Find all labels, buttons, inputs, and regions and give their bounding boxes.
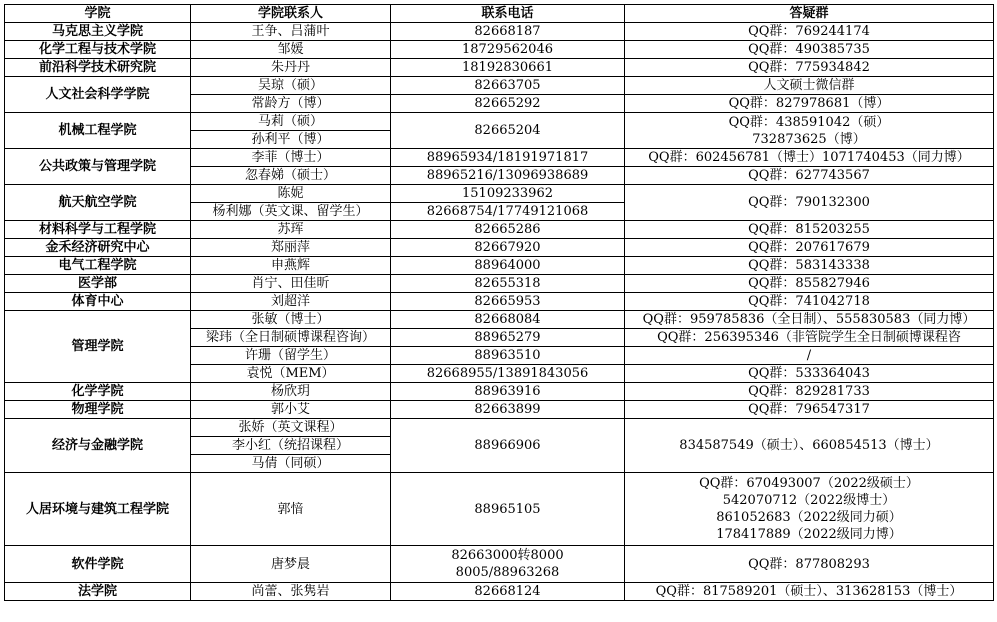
contact-cell: 尚蕾、张隽岩 [191, 583, 391, 601]
header-contact: 学院联系人 [191, 5, 391, 23]
table-row [5, 239, 994, 257]
table-row [5, 293, 994, 311]
college-cell: 物理学院 [5, 401, 191, 419]
group-line: 178417889（2022级同力博） [716, 527, 902, 542]
header-row [5, 5, 994, 23]
phone-cell: 82665953 [391, 293, 625, 311]
contact-cell: 申燕辉 [191, 257, 391, 275]
college-cell: 材料科学与工程学院 [5, 221, 191, 239]
group-cell: 834587549（硕士）、660854513（博士） [625, 419, 994, 473]
group-cell: QQ群：790132300 [625, 185, 994, 221]
group-cell: QQ群：256395346（非管院学生全日制硕博课程咨 [625, 329, 994, 347]
contact-cell: 唐梦晨 [191, 546, 391, 583]
phone-cell: 82665292 [391, 95, 625, 113]
table-row [5, 419, 994, 437]
college-cell: 公共政策与管理学院 [5, 149, 191, 185]
group-cell: QQ群：769244174 [625, 23, 994, 41]
table-row [5, 275, 994, 293]
phone-cell: 82668754/17749121068 [391, 203, 625, 221]
contact-cell: 郭愔 [191, 473, 391, 546]
group-line: QQ群：670493007（2022级硕士） [699, 476, 919, 491]
table-row [5, 257, 994, 275]
contact-cell: 郭小艾 [191, 401, 391, 419]
college-cell: 前沿科学技术研究院 [5, 59, 191, 77]
phone-cell: 82655318 [391, 275, 625, 293]
phone-cell: 18729562046 [391, 41, 625, 59]
contact-cell: 苏珲 [191, 221, 391, 239]
table-row [5, 23, 994, 41]
phone-cell [391, 546, 625, 583]
phone-cell: 82668955/13891843056 [391, 365, 625, 383]
group-cell: QQ群：627743567 [625, 167, 994, 185]
phone-cell: 82665204 [391, 113, 625, 149]
table-row [5, 59, 994, 77]
phone-cell: 82668187 [391, 23, 625, 41]
group-cell: / [625, 347, 994, 365]
group-cell: QQ群：533364043 [625, 365, 994, 383]
table-row [5, 77, 994, 95]
group-cell: QQ群：796547317 [625, 401, 994, 419]
table-row [5, 473, 994, 546]
table-row [5, 185, 994, 203]
phone-cell: 82668084 [391, 311, 625, 329]
contact-cell: 许珊（留学生） [191, 347, 391, 365]
group-cell: 人文硕士微信群 [625, 77, 994, 95]
phone-cell: 88964000 [391, 257, 625, 275]
contact-cell: 袁悦（MEM） [191, 365, 391, 383]
group-cell: QQ群：855827946 [625, 275, 994, 293]
contact-cell: 杨欣玥 [191, 383, 391, 401]
header-phone: 联系电话 [391, 5, 625, 23]
college-cell: 人文社会科学学院 [5, 77, 191, 113]
contact-cell: 梁玮（全日制硕博课程咨询） [191, 329, 391, 347]
college-cell: 电气工程学院 [5, 257, 191, 275]
table-row [5, 311, 994, 329]
group-cell [625, 473, 994, 546]
contact-cell: 杨利娜（英文课、留学生） [191, 203, 391, 221]
table-row [5, 401, 994, 419]
phone-cell: 88966906 [391, 419, 625, 473]
group-line: 542070712（2022级博士） [722, 493, 896, 508]
group-cell: QQ群：959785836（全日制）、555830583（同力博） [625, 311, 994, 329]
contact-cell: 吴琼（硕） [191, 77, 391, 95]
phone-cell: 88963510 [391, 347, 625, 365]
contact-cell: 马莉（硕） [191, 113, 391, 131]
phone-cell: 82663705 [391, 77, 625, 95]
table-row [5, 113, 994, 131]
group-cell: QQ群：815203255 [625, 221, 994, 239]
phone-cell: 88965216/13096938689 [391, 167, 625, 185]
phone-cell: 18192830661 [391, 59, 625, 77]
college-cell: 人居环境与建筑工程学院 [5, 473, 191, 546]
group-line: 732873625（博） [752, 131, 866, 147]
group-cell: QQ群：829281733 [625, 383, 994, 401]
table-row [5, 149, 994, 167]
contact-table [4, 4, 994, 601]
phone-cell: 82668124 [391, 583, 625, 601]
contact-cell: 王争、吕蒲叶 [191, 23, 391, 41]
contact-cell: 朱丹丹 [191, 59, 391, 77]
contact-cell: 邹媛 [191, 41, 391, 59]
college-cell: 机械工程学院 [5, 113, 191, 149]
contact-cell: 李小红（统招课程） [191, 437, 391, 455]
contact-cell: 李菲（博士） [191, 149, 391, 167]
phone-cell: 88965279 [391, 329, 625, 347]
group-cell: QQ群：817589201（硕士）、313628153（博士） [625, 583, 994, 601]
header-college: 学院 [5, 5, 191, 23]
college-cell: 管理学院 [5, 311, 191, 383]
college-cell: 化学学院 [5, 383, 191, 401]
group-cell [625, 113, 994, 149]
contact-cell: 肖宁、田佳昕 [191, 275, 391, 293]
group-cell: QQ群：827978681（博） [625, 95, 994, 113]
college-cell: 马克思主义学院 [5, 23, 191, 41]
group-cell: QQ群：877808293 [625, 546, 994, 583]
group-cell: QQ群：741042718 [625, 293, 994, 311]
contact-cell: 忽春娣（硕士） [191, 167, 391, 185]
college-cell: 软件学院 [5, 546, 191, 583]
group-cell: QQ群：602456781（博士）1071740453（同力博） [625, 149, 994, 167]
phone-cell: 88963916 [391, 383, 625, 401]
phone-line: 8005/88963268 [455, 565, 560, 580]
contact-cell: 张敏（博士） [191, 311, 391, 329]
college-cell: 化学工程与技术学院 [5, 41, 191, 59]
contact-cell: 郑丽萍 [191, 239, 391, 257]
group-cell: QQ群：775934842 [625, 59, 994, 77]
table-row [5, 546, 994, 583]
phone-cell: 15109233962 [391, 185, 625, 203]
phone-cell: 82667920 [391, 239, 625, 257]
phone-cell: 82665286 [391, 221, 625, 239]
table-row [5, 221, 994, 239]
contact-cell: 马倩（同硕） [191, 455, 391, 473]
group-cell: QQ群：207617679 [625, 239, 994, 257]
phone-cell: 82663899 [391, 401, 625, 419]
college-cell: 金禾经济研究中心 [5, 239, 191, 257]
college-cell: 航天航空学院 [5, 185, 191, 221]
college-cell: 法学院 [5, 583, 191, 601]
group-line: 861052683（2022级同力硕） [716, 510, 902, 525]
contact-cell: 陈妮 [191, 185, 391, 203]
phone-line: 82663000转8000 [451, 548, 564, 563]
college-cell: 经济与金融学院 [5, 419, 191, 473]
header-group: 答疑群 [625, 5, 994, 23]
phone-cell: 88965105 [391, 473, 625, 546]
group-cell: QQ群：583143338 [625, 257, 994, 275]
college-cell: 体育中心 [5, 293, 191, 311]
contact-cell: 常龄方（博） [191, 95, 391, 113]
group-cell: QQ群：490385735 [625, 41, 994, 59]
group-line: QQ群：438591042（硕） [728, 114, 890, 130]
contact-cell: 张娇（英文课程） [191, 419, 391, 437]
phone-cell: 88965934/18191971817 [391, 149, 625, 167]
contact-cell: 孙利平（博） [191, 131, 391, 149]
table-row [5, 583, 994, 601]
table-row [5, 383, 994, 401]
contact-cell: 刘超洋 [191, 293, 391, 311]
table-row [5, 41, 994, 59]
college-cell: 医学部 [5, 275, 191, 293]
